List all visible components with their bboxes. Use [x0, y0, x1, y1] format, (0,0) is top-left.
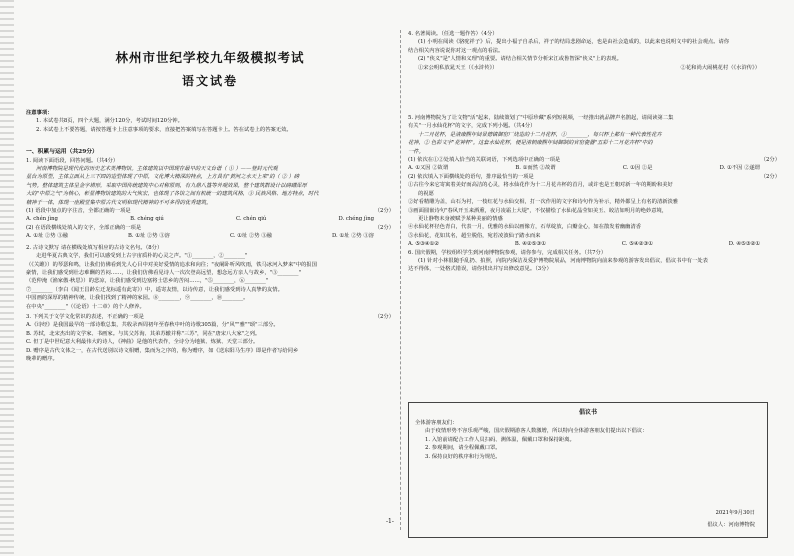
- q3-text: 3. 下列关于文学文化常识的表述，不正确的一项是: [26, 313, 144, 320]
- q5-q2-options: [408, 240, 780, 248]
- q3-option-d-cont: 晚辈的赠序。: [26, 355, 58, 362]
- q3-option-b: B. 苏轼，北宋杰出的文学家、书画家。与其父苏洵、其弟苏辙并称"三苏"，同在"唐宋八大家"之列。: [26, 330, 261, 337]
- q3-option-c: C. 但丁是中世纪意大利最伟大的诗人，《神曲》是他的代表作，全诗分为地狱、炼狱、天堂三部分。: [26, 339, 259, 346]
- q2-line: 中国画的深厚的精神传统，让我们找到了精神的家园。⑧________，⑨________，⑩________。: [26, 295, 249, 302]
- q1b-option-d: D. ①址 ②势 ③溶: [331, 233, 374, 240]
- q5-sentence-3-cont: 更让静物未身被赋予某种美丽的情感: [418, 215, 503, 222]
- q1b-option-a: A. ①址 ②势 ③融: [26, 233, 68, 240]
- q5-passage-line: 花神，② 色彩文字"花神杯"。这套水仙花杯，便是清朝康熙年间御制的官窑瓷器"五彩十二月花卉杯"中的: [408, 140, 653, 147]
- q5-sentence-2: ②好看精雕为盖，山石为衬，一枝红花与水仙交相，打一次作用的文字和诗句作为补示，精外都呈上有名的清新淡雅: [408, 199, 679, 206]
- q5-q2-option-b: B. ④②⑤③①: [514, 241, 546, 248]
- q3-score: （2分）: [374, 313, 394, 320]
- q5-sentence-4: ④水仙花杯径色青白，代表一月，优雅的水仙以画像方，石草绽放，白瓣金心，如在散发着幽幽清香: [408, 224, 642, 231]
- q4-choices: [408, 64, 780, 72]
- q1-stem: 1. 阅读下面语段，回答问题。（共4分）: [26, 157, 119, 164]
- letter-title: 倡议书: [578, 409, 597, 416]
- letter-item-3: 3. 保持良好的秩序和行为规范。: [425, 453, 501, 460]
- q5-q1-options: [408, 164, 780, 172]
- q4-choice-2: ②花和尚大闹桃花村（《水浒传》）: [680, 64, 760, 71]
- q5-q1-option-b: B. ①而然 ②故谓: [515, 165, 556, 172]
- q5-q1-option-d: D. ①不因 ②遂谓: [719, 165, 760, 172]
- q5-passage-line: 十二月花杯，是清康熙年间景德镇御窑厂烧造的十二月花杯，①________，每只杯上都有一种代表性花卉: [418, 131, 662, 138]
- q2-stem: 2. 古诗文默写 请在横线处填写相应的古诗文名句。（8分）: [26, 244, 163, 251]
- q5-sentence-1-cont: 的祝愿: [418, 190, 434, 197]
- q4-stem: 4. 名著阅读。（任选一题作答）（4分）: [408, 31, 498, 37]
- q3-option-d: D. 赠序是古代文体之一，在古代送别以诗文相赠，集而为之序的，称为赠序，如《送东阳马生序》即是作者写给同乡: [26, 347, 299, 354]
- q4-line: (1) 小明在阅读《骆驼祥子》后，提出小福子自杀后，祥子的结局悲剧命运，也是由社会造成的，以此来也说明文中的社会观点。请你: [418, 39, 730, 46]
- q1-passage-line: 河南博物院是现代化的历史艺术类博物馆。主体建筑以中国现存最早的天文台谱（ ① ）——登封元代观: [36, 166, 278, 173]
- q5-q2-option-c: C. ⑤④②③①: [621, 241, 653, 248]
- notes-block: [26, 109, 394, 134]
- q2-line: 走进华夏古典文学，我们可以感受到上古宇宙质朴的心灵之声。"①________，②________": [36, 253, 248, 260]
- q4-line: (2) "侠义"是"人情和义理"的重要。请结合相关情节分析宋江或鲁智深"侠义"上的表现。: [418, 56, 622, 63]
- notes-heading: 注意事项：: [26, 110, 53, 116]
- q5-q2-text: (2) 依次填入下面横线处的语句，排序最恰当的一项是: [408, 173, 534, 180]
- right-column: [408, 0, 780, 556]
- q1b-options: [26, 232, 394, 240]
- q1a-option-a: A. chén jìng: [26, 216, 58, 223]
- q2-line: （范仲淹《渔家傲·秋思》）的悲凉，让我们感受到边塞将士思乡的苦闷……，"⑤________，⑥________": [26, 278, 269, 285]
- letter-greeting: 全体游客朋友们：: [415, 420, 458, 426]
- q2-line: （《关雎》）的琴瑟和鸣，让我们仿佛看到先人心目中对美好爱情的追求和向往；"夜阑卧听风吹雨，铁马冰河入梦来"中的报国: [26, 261, 317, 268]
- q5-q1: [408, 156, 780, 164]
- binding-strip: [0, 0, 14, 556]
- q1-passage-line: 精神于一体，体现一座殿堂集中原古代文明和现代精神的不可多得的优秀建筑。: [26, 199, 212, 206]
- q5-sentence-5: ⑤水仙花，花如其名，超尘脱俗，宛若凌波仙子踏水而来: [408, 232, 541, 239]
- q6-stem: 6. 国庆假期，学校组织学生到河南博物院参观，请你参与，完成相关任务。（共7分）: [408, 249, 607, 256]
- q5-q1-option-a: A. ①又因 ②故谓: [408, 165, 449, 172]
- letter-body: 由于疫情形势不容乐观严峻，国庆假期游客人数激增，所以特向全体游客朋友们提出以下倡议：: [425, 428, 648, 435]
- page-number: -1-: [386, 518, 394, 525]
- q5-q2-option-d: D. ④⑤③②①: [728, 241, 760, 248]
- q5-passage-line: 一件。: [408, 148, 424, 155]
- exam-title: 林州市世纪学校九年级模拟考试: [115, 50, 305, 65]
- q1a-stem: [26, 207, 394, 215]
- letter-item-2: 2. 参观期间，请全程佩戴口罩。: [425, 445, 501, 452]
- q1-passage-line: 星台为原型，主体立面从上三下四的造型体现了中原，文化博大精深的特点，上方具有"黄河之水天上来"的（ ② ）磅: [26, 174, 300, 181]
- q6-line: 达不得体，一处格式错误，请你找出并写出修改意见。（3分）: [408, 266, 552, 273]
- q1a-text: (1) 语段中加点的字注音，全都正确的一项是: [26, 208, 131, 215]
- q1a-option-b: B. chéng qiú: [130, 216, 164, 223]
- q1a-options: [26, 215, 394, 223]
- q1-passage-line: 大的"中原之气"为核心，彰显博物馆建筑的大气恢宏，也体现了各馆之间有机统一的建筑风格，③ 民族风格、地方特点，时代: [26, 191, 319, 198]
- left-column: [26, 0, 394, 556]
- q2-line: ⑦________（李白《闻王昌龄左迁龙标遥有此寄》）中，遥寄友情，以诗传意，让我们感受到诗人真挚的友情。: [26, 286, 283, 293]
- exam-subtitle: 语文试卷: [181, 74, 238, 88]
- q1a-option-d: D. chéng jìng: [338, 216, 374, 223]
- q4-line: 结合相关内容说说你对这一观点的看法。: [408, 47, 504, 54]
- q6-block: [408, 249, 780, 274]
- proposal-letter-box: [408, 402, 768, 538]
- letter-date: 2021年9月30日: [715, 509, 755, 516]
- q5-stem-cont: 有关"一月水仙花杯"的文字，完成下列小题。（共4分）: [408, 123, 536, 130]
- q5-q1-option-c: C. ①因 ②是: [622, 165, 653, 172]
- q1b-stem: [26, 224, 394, 232]
- q5-block: [408, 114, 780, 249]
- q4-block: [408, 30, 780, 114]
- q1a-score: （2分）: [374, 208, 394, 215]
- q5-q1-score: （2分）: [760, 157, 780, 164]
- q4-answer-space: [408, 72, 780, 114]
- q2-line: 在中央"________"（《论语》十二章）的个人修养。: [26, 303, 145, 310]
- q1a-option-c: C. chén qiú: [235, 216, 267, 223]
- q4-choice-1: ①宋公明私放晁天王（《水浒传》）: [418, 64, 498, 71]
- letter-signature: 倡议人：河南博物院: [707, 521, 755, 528]
- q1b-option-c: C. ①址 ②势 ③融: [229, 233, 272, 240]
- q5-q2-option-a: A. ⑤③④①②: [408, 241, 439, 248]
- q5-q2: [408, 173, 780, 181]
- q2-line: 豪情，让我们感受到壮志难酬的苦闷……，让我们仿佛看见诗人一次次登高远望，想念远方亲人与故乡，"③________": [26, 269, 302, 276]
- q1b-option-b: B. ①址 ②势 ③溶: [127, 233, 170, 240]
- q1b-text: (2) 在语段横线处填入的文字，全部正确的一项是: [26, 224, 142, 231]
- column-divider: [400, 30, 401, 530]
- q1b-score: （2分）: [374, 224, 394, 231]
- q5-q2-score: （2分）: [760, 173, 780, 180]
- section-1-heading: 一、积累与运用（共29分）: [26, 149, 98, 156]
- q6-line: (1) 针对小林很随手乱扔、拍照，向院内保洁及爱护博物院展品，河南博物院向前来参观的游客发出倡议，倡议书中有一处表: [418, 257, 708, 264]
- q5-stem: 5. 河南博物院为了让文物"活"起来，陆续策划了"中原珍藏"系列短视频，一经推出就品牌声名鹊起，请阅读第二集: [408, 115, 674, 122]
- q5-sentence-1: ①古往今来它寄寓着美好而高洁的心灵，将水仙花作为十二月花卉杯的首月，或许也是王朝对新一年的期盼和美好: [408, 182, 673, 189]
- q5-sentence-3: ③画面圆嵌诗句"春风开玉来酒熏，夜月凌霜上大堤"，不仅描绘了水仙花晶莹如美玉、皎洁如明月的绝妙意境，: [408, 207, 668, 214]
- q1-passage-line: 气势。整体建筑主体呈金字塔形，采取中国传统建筑中心对称原则，有九鼎八簋等外观效果，整个建筑群设计以磅礴浑厚: [26, 182, 307, 189]
- note-2: 2. 本试卷上不要答题，请按答题卡上注意事项的要求，直接把答案填写在答题卡上。答在试卷上的答案无效。: [36, 126, 292, 133]
- q3-stem: [26, 313, 394, 321]
- note-1: 1. 本试卷共8页，四个大题，满分120分，考试时间120分钟。: [36, 118, 183, 125]
- q5-q1-text: (1) 依次在①②处填入恰当的关联词语，下列选项中正确的一项是: [408, 157, 561, 164]
- q3-option-a: A.《诗经》是我国最早的一部诗歌总集，共收录西周初年至春秋中叶的诗歌305篇，分"风""雅""颂"三部分。: [26, 322, 279, 329]
- letter-item-1: 1. 入馆前请配合工作人员扫码、测体温，佩戴口罩和保持距离。: [425, 436, 575, 443]
- section-1: [26, 148, 394, 363]
